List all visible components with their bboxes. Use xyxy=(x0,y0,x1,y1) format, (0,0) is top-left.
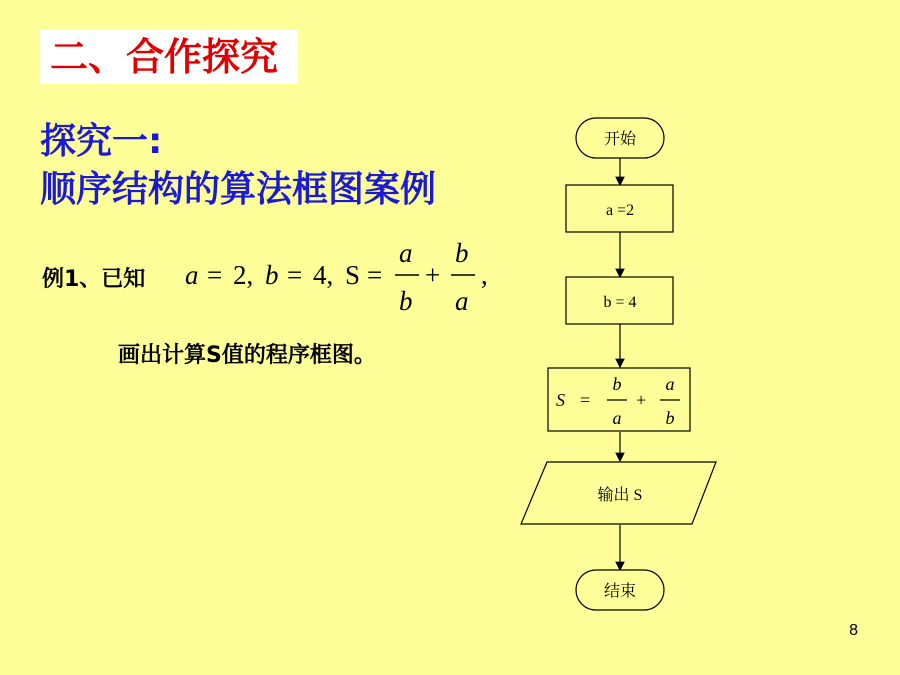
start-label: 开始 xyxy=(603,131,637,148)
assign-b-label: b = 4 xyxy=(603,294,637,311)
example-label: 例1、已知 xyxy=(42,267,146,292)
topic-line-1: 探究一: xyxy=(40,121,163,162)
formula-s-var: S xyxy=(345,260,361,290)
section-title: 二、合作探究 xyxy=(40,30,298,84)
formula-a-var: a xyxy=(185,260,199,290)
compute-frac1-num: b xyxy=(612,374,622,394)
compute-eq: = xyxy=(580,390,591,410)
page-number: 8 xyxy=(849,622,858,639)
formula-frac2-den: a xyxy=(455,286,469,316)
formula-b-var: b xyxy=(265,260,279,290)
formula-frac1-num: a xyxy=(399,238,413,268)
example-instruction: 画出计算S值的程序框图。 xyxy=(118,343,376,368)
formula-frac1-den: b xyxy=(399,286,413,316)
output-label: 输出 S xyxy=(597,487,643,504)
compute-plus: + xyxy=(636,390,647,410)
topic-line-2: 顺序结构的算法框图案例 xyxy=(40,169,437,210)
compute-frac1-den: a xyxy=(612,408,622,428)
assign-a-label: a =2 xyxy=(605,202,635,219)
compute-frac2-den: b xyxy=(665,408,675,428)
formula-eq-3: = xyxy=(367,260,383,290)
compute-frac2-num: a xyxy=(665,374,675,394)
end-label: 结束 xyxy=(603,583,637,600)
formula-eq-1: = xyxy=(207,260,223,290)
formula-eq-2: = xyxy=(287,260,303,290)
formula-plus: + xyxy=(425,260,441,290)
formula-comma: , xyxy=(481,260,488,290)
compute-lhs: S xyxy=(556,390,565,410)
formula-frac2-num: b xyxy=(455,238,469,268)
formula-a-val: 2, xyxy=(233,260,254,290)
formula-b-val: 4, xyxy=(313,260,334,290)
